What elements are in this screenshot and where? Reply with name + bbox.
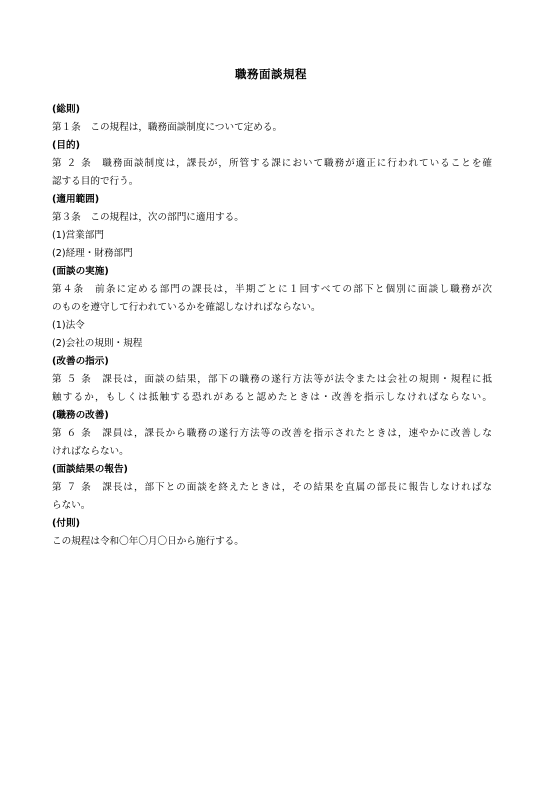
article-2-line-2: 認する目的で行う。 bbox=[52, 176, 139, 187]
section-heading-purpose: (目的) bbox=[52, 140, 80, 151]
article-4-line-1: 第４条 前条に定める部門の課長は，半期ごとに１回すべての部下と個別に面談し職務が次 bbox=[52, 284, 492, 295]
section-heading-general: (総則) bbox=[52, 104, 80, 115]
section-heading-supplementary: (付則) bbox=[52, 518, 80, 529]
section-heading-duty-improvement: (職務の改善) bbox=[52, 410, 109, 421]
section-heading-interview: (面談の実施) bbox=[52, 266, 109, 277]
article-3-item-1: (1)営業部門 bbox=[52, 230, 104, 241]
section-heading-scope: (適用範囲) bbox=[52, 194, 100, 205]
article-7-line-2: らない。 bbox=[52, 500, 91, 511]
article-7-line-1: 第 ７ 条 課長は，部下との面談を終えたときは，その結果を直属の部長に報告しなければな bbox=[52, 482, 492, 493]
article-5-line-1: 第 ５ 条 課長は，面談の結果，部下の職務の遂行方法等が法令または会社の規則・規程に抵 bbox=[52, 374, 492, 385]
supplementary-provision: この規程は令和〇年〇月〇日から施行する。 bbox=[52, 536, 244, 547]
article-4-line-2: のものを遵守して行われているかを確認しなければならない。 bbox=[52, 302, 321, 313]
article-2-line-1: 第 ２ 条 職務面談制度は，課長が，所管する課において職務が適正に行われていることを確 bbox=[52, 158, 492, 169]
article-1: 第１条 この規程は，職務面談制度について定める。 bbox=[52, 122, 283, 133]
article-3-item-2: (2)経理・財務部門 bbox=[52, 248, 133, 259]
section-heading-improvement-instruction: (改善の指示) bbox=[52, 356, 109, 367]
article-3: 第３条 この規程は，次の部門に適用する。 bbox=[52, 212, 244, 223]
document-title: 職務面談規程 bbox=[235, 67, 307, 81]
section-heading-report: (面談結果の報告) bbox=[52, 464, 128, 475]
article-6-line-1: 第 ６ 条 課員は，課長から職務の遂行方法等の改善を指示されたときは，速やかに改善しな bbox=[52, 428, 492, 439]
document-body bbox=[52, 101, 492, 551]
article-4-item-1: (1)法令 bbox=[52, 320, 85, 331]
article-5-line-2: 触するか，もしくは抵触する恐れがあると認めたときは・改善を指示しなければならない。 bbox=[52, 392, 492, 403]
article-4-item-2: (2)会社の規則・規程 bbox=[52, 338, 143, 349]
article-6-line-2: ければならない。 bbox=[52, 446, 129, 457]
